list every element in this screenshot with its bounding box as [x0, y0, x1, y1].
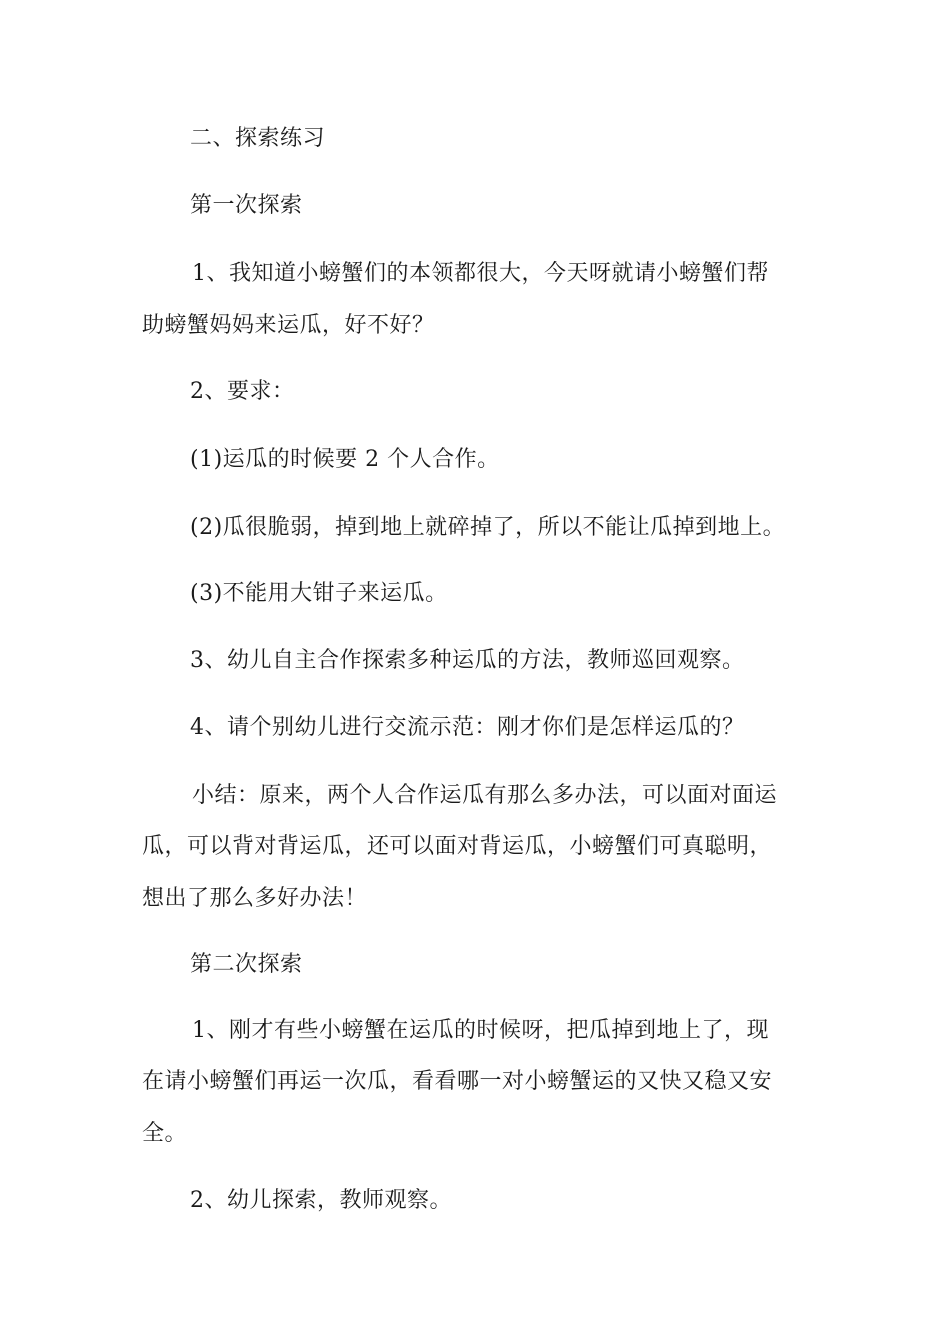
- first-item4: 4、请个别幼儿进行交流示范：刚才你们是怎样运瓜的？: [190, 715, 745, 740]
- second-item1-line3: 全。: [142, 1121, 188, 1146]
- first-exploration-heading: 第一次探索: [190, 193, 303, 218]
- section-heading: 二、探索练习: [190, 126, 326, 151]
- requirement-3: (3)不能用大钳子来运瓜。: [190, 581, 448, 606]
- summary-line3: 想出了那么多好办法！: [142, 886, 368, 911]
- second-item1-line2: 在请小螃蟹们再运一次瓜，看看哪一对小螃蟹运的又快又稳又安: [142, 1069, 773, 1094]
- first-item3: 3、幼儿自主合作探索多种运瓜的方法，教师巡回观察。: [190, 648, 745, 673]
- first-item1-line1: 1、我知道小螃蟹们的本领都很大，今天呀就请小螃蟹们帮: [192, 261, 769, 286]
- second-exploration-heading: 第二次探索: [190, 952, 303, 977]
- summary-line2: 瓜，可以背对背运瓜，还可以面对背运瓜，小螃蟹们可真聪明，: [142, 834, 773, 859]
- first-item2: 2、要求：: [190, 379, 295, 404]
- summary-line1: 小结：原来，两个人合作运瓜有那么多办法，可以面对面运: [192, 783, 778, 808]
- second-item2: 2、幼儿探索，教师观察。: [190, 1188, 452, 1213]
- requirement-1: (1)运瓜的时候要 2 个人合作。: [190, 447, 500, 472]
- second-item1-line1: 1、刚才有些小螃蟹在运瓜的时候呀，把瓜掉到地上了，现: [192, 1018, 769, 1043]
- requirement-2: (2)瓜很脆弱，掉到地上就碎掉了，所以不能让瓜掉到地上。: [190, 515, 786, 540]
- first-item1-line2: 助螃蟹妈妈来运瓜，好不好？: [142, 313, 435, 338]
